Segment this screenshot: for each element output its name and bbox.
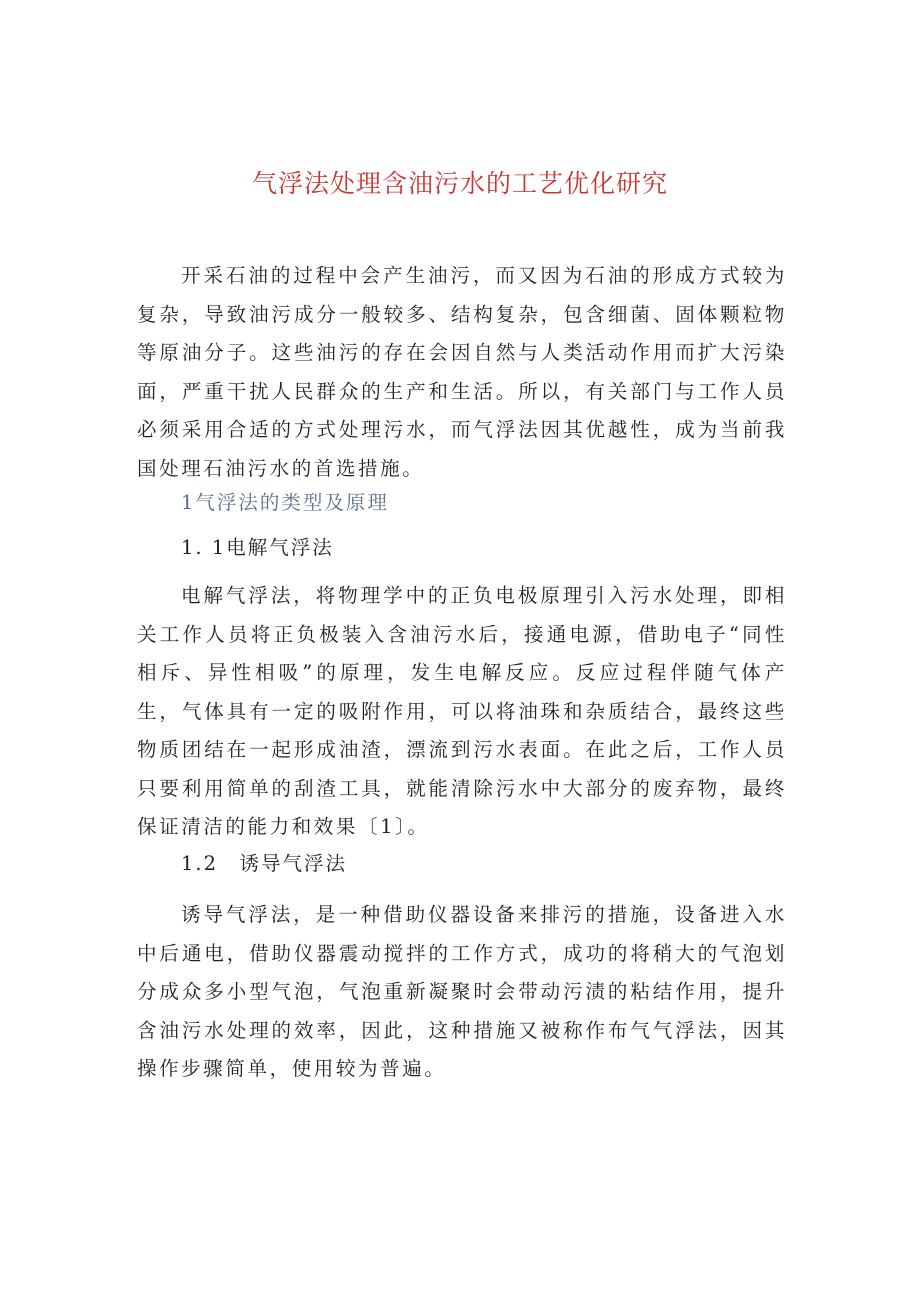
intro-paragraph: 开采石油的过程中会产生油污，而又因为石油的形成方式较为复杂，导致油污成分一般较多、结构复杂，包含细菌、固体颗粒物等原油分子。这些油污的存在会因自然与人类活动作用而扩大污染面，严重干扰人民群众的生产和生活。所以，有关部门与工作人员必须采用合适的方式处理污水，而气浮法因其优越性，成为当前我国处理石油污水的首选措施。 bbox=[137, 264, 787, 480]
document-title: 气浮法处理含油污水的工艺优化研究 bbox=[251, 169, 668, 198]
induced-flotation-paragraph: 诱导气浮法，是一种借助仪器设备来排污的措施，设备进入水中后通电，借助仪器震动搅拌的工作方式，成功的将稍大的气泡划分成众多小型气泡，气泡重新凝聚时会带动污渍的粘结作用，提升含油污水处理的效率，因此，这种措施又被称作布气气浮法，因其操作步骤简单，使用较为普遍。 bbox=[137, 903, 787, 1080]
subsection-heading-1-1: 1. 1电解气浮法 bbox=[181, 536, 334, 559]
subsection-heading-1-2: 1.2 诱导气浮法 bbox=[181, 852, 348, 875]
section-heading-1: 1气浮法的类型及原理 bbox=[181, 491, 389, 514]
electrolytic-flotation-paragraph: 电解气浮法，将物理学中的正负电极原理引入污水处理，即相关工作人员将正负极装入含油污水后，接通电源，借助电子“同性相斥、异性相吸”的原理，发生电解反应。反应过程伴随气体产生，气体具有一定的吸附作用，可以将油珠和杂质结合，最终这些物质团结在一起形成油渣，漂流到污水表面。在此之后，工作人员只要利用简单的刮渣工具，就能清除污水中大部分的废弃物，最终保证清洁的能力和效果〔1〕。 bbox=[137, 584, 787, 838]
